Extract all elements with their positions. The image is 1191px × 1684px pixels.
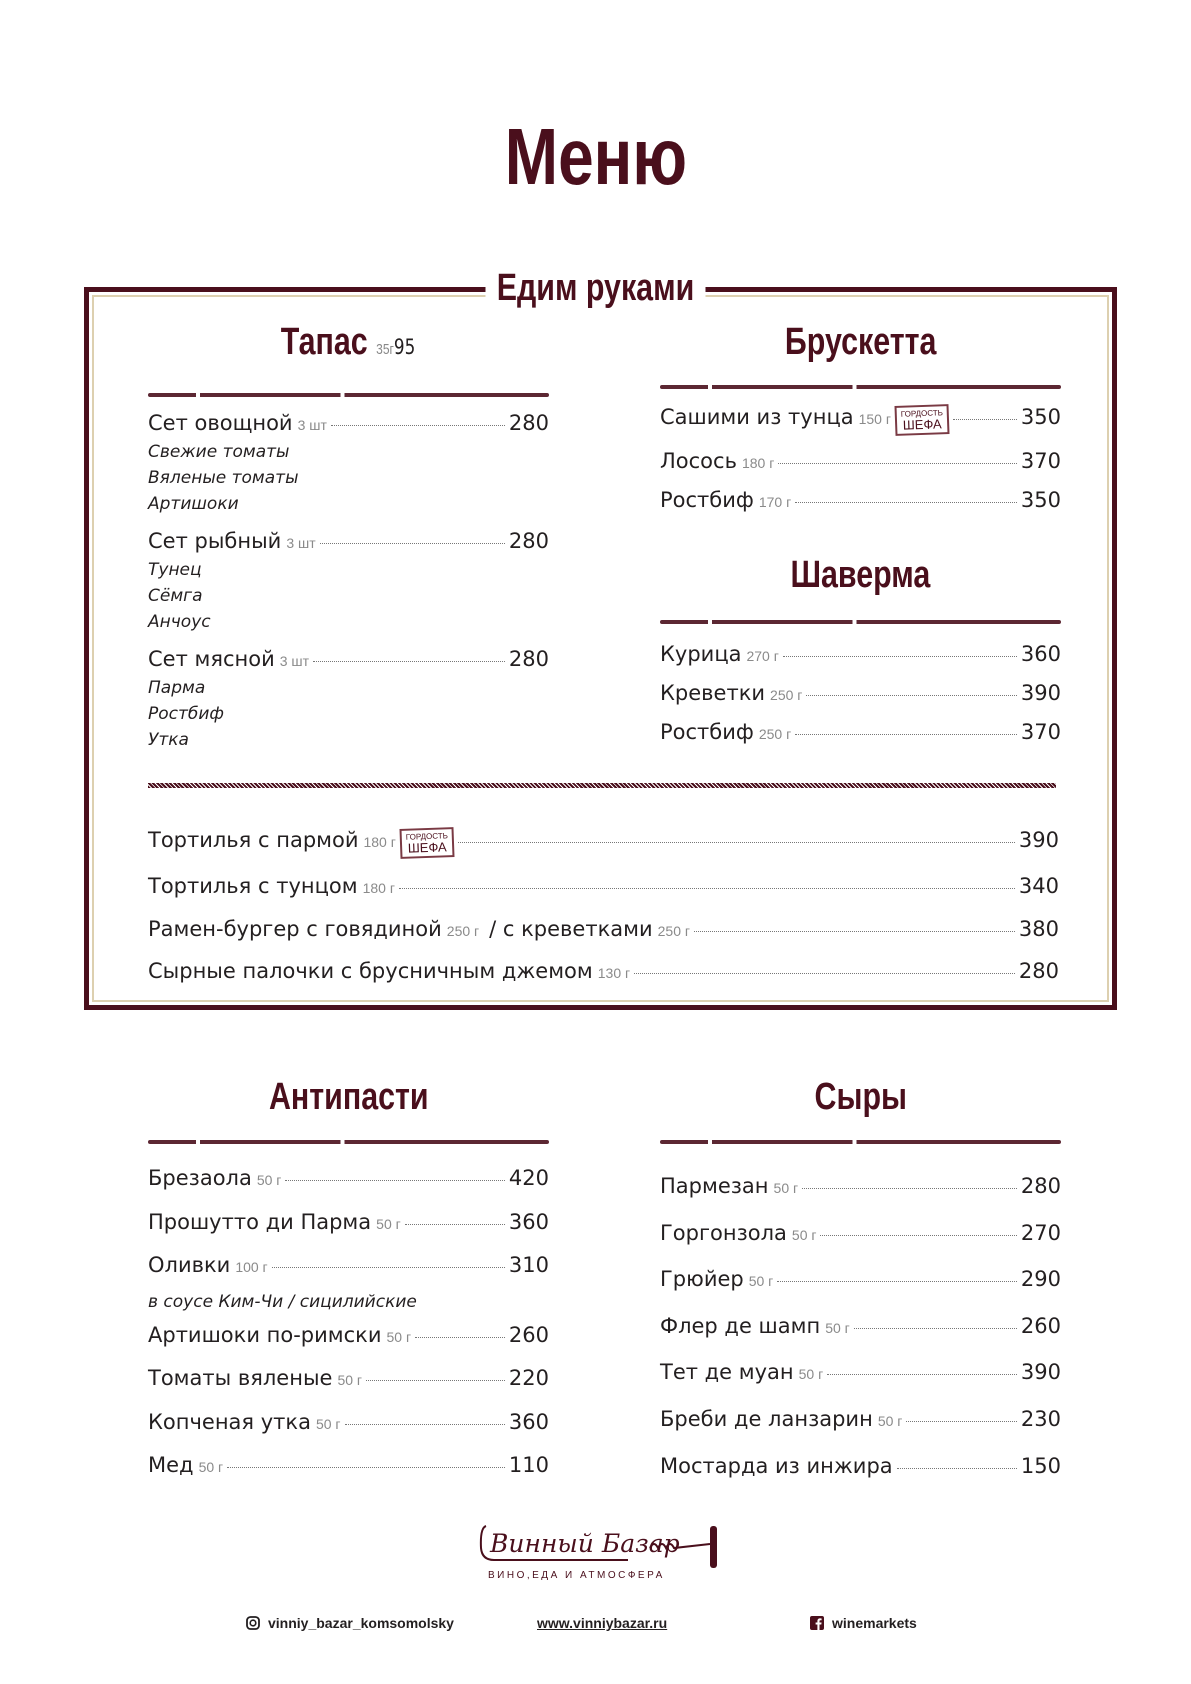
item-price: 230 (1020, 1406, 1061, 1431)
item-weight-alt: 250 г (657, 922, 690, 939)
item-price: 350 (1020, 405, 1061, 429)
menu-item (148, 1402, 549, 1446)
item-name: Ростбиф (660, 488, 754, 512)
item-price: 280 (508, 411, 549, 435)
badge-bottom: ШЕФА (902, 416, 942, 433)
item-name: Сет мясной (148, 647, 275, 671)
item-list (660, 1164, 1061, 1488)
dot-leader (458, 842, 1015, 843)
menu-item (660, 399, 1061, 443)
item-name: Креветки (660, 681, 766, 705)
item-description: Сёмга (148, 586, 203, 606)
shawarma-section (660, 551, 1061, 753)
item-weight: 150 г (858, 411, 891, 427)
dot-leader (399, 888, 1015, 889)
menu-item (660, 1397, 1061, 1444)
item-weight: 50 г (337, 1372, 363, 1388)
website-link[interactable]: www.vinniybazar.ru (537, 1615, 668, 1631)
menu-item (660, 1211, 1061, 1258)
item-weight: 250 г (758, 726, 792, 742)
menu-item (148, 1315, 549, 1359)
item-price: 360 (1020, 642, 1061, 666)
item-price: 390 (1020, 1360, 1061, 1385)
logo (478, 1518, 728, 1588)
item-name: Флер де шамп (660, 1313, 821, 1338)
item-name: Тортилья с пармой (148, 828, 359, 852)
chef-pride-badge (894, 404, 949, 436)
dot-leader (806, 695, 1017, 696)
item-name-alt: / с креветками (489, 916, 653, 941)
dot-leader (795, 734, 1017, 735)
item-list (660, 636, 1061, 753)
item-name: Брезаола (148, 1166, 252, 1190)
item-weight: 50 г (315, 1415, 341, 1432)
item-weight: 50 г (256, 1172, 282, 1188)
item-price: 280 (508, 647, 549, 671)
dot-leader (345, 1424, 505, 1425)
menu-item (148, 409, 549, 439)
menu-item (148, 909, 1059, 952)
cheeses-heading: Сыры (814, 1076, 907, 1118)
item-name: Мед (148, 1453, 194, 1477)
item-price: 370 (1020, 449, 1061, 473)
item-price: 310 (508, 1253, 549, 1277)
menu-item (660, 1350, 1061, 1397)
item-name: Горгонзола (660, 1220, 787, 1245)
item-description: Парма (148, 678, 206, 698)
dot-leader (854, 1328, 1017, 1329)
menu-item (660, 443, 1061, 482)
item-weight: 170 г (758, 494, 792, 510)
item-weight: 50 г (773, 1180, 799, 1196)
menu-item (660, 714, 1061, 753)
svg-text:Винный Базар: Винный Базар (490, 1529, 680, 1558)
item-name: Сырные палочки с брусничным джемом (148, 959, 593, 983)
instagram-link[interactable]: vinniy_bazar_komsomolsky (246, 1615, 454, 1631)
item-description: Утка (148, 730, 189, 750)
dot-leader (272, 1267, 505, 1268)
item-name: Сет рыбный (148, 529, 282, 553)
item-price: 280 (1018, 959, 1059, 983)
badge-top: ГОРДОСТЬ (900, 408, 944, 419)
dot-leader (820, 1235, 1016, 1236)
antipasti-section (148, 1073, 549, 1489)
item-weight: 250 г (446, 922, 480, 939)
menu-item (660, 1304, 1061, 1351)
item-price: 360 (508, 1409, 549, 1434)
menu-item (660, 636, 1061, 675)
item-name: Ростбиф (660, 720, 754, 744)
menu-item (148, 951, 1059, 994)
item-weight: 50 г (877, 1412, 903, 1429)
item-list (148, 1158, 549, 1489)
menu-item (148, 820, 1059, 866)
item-weight: 50 г (376, 1215, 401, 1232)
dot-leader (285, 1180, 504, 1181)
heading-rule (660, 1140, 1061, 1144)
item-name: Лосось (660, 449, 737, 473)
item-price: 370 (1020, 720, 1061, 744)
item-price: 220 (508, 1366, 549, 1390)
item-name: Пармезан (660, 1174, 769, 1198)
item-price: 280 (1020, 1174, 1061, 1198)
item-price: 360 (508, 1209, 549, 1234)
item-weight: 180 г (741, 455, 775, 471)
badge-bottom: ШЕФА (407, 839, 447, 856)
item-description: Анчоус (148, 612, 211, 632)
item-name: Рамен-бургер с говядиной (148, 916, 442, 941)
item-price: 290 (1020, 1267, 1061, 1292)
menu-item (660, 482, 1061, 521)
dot-leader (953, 419, 1017, 420)
menu-item (660, 1164, 1061, 1211)
page-title: Меню (504, 112, 687, 201)
item-list (660, 399, 1061, 521)
item-weight: 250 г (770, 687, 803, 703)
item-weight: 50 г (748, 1273, 774, 1290)
wide-section (148, 820, 1059, 994)
item-name: Томаты вяленые (148, 1366, 333, 1390)
item-weight: 3 шт (279, 653, 310, 669)
dot-leader (783, 656, 1017, 657)
item-description: Свежие томаты (148, 442, 290, 462)
item-description: в соусе Ким-Чи / сицилийские (148, 1291, 417, 1312)
item-name: Бреби де ланзарин (660, 1406, 873, 1431)
item-weight: 3 шт (286, 535, 316, 551)
dot-leader (331, 425, 505, 426)
tapas-section (148, 318, 549, 753)
menu-item (148, 866, 1059, 909)
item-weight: 50 г (798, 1366, 824, 1383)
dot-leader (906, 1421, 1017, 1422)
item-price: 260 (508, 1322, 549, 1347)
item-price: 340 (1018, 874, 1059, 898)
dot-leader (313, 661, 505, 662)
item-price: 270 (1020, 1220, 1061, 1245)
item-price: 280 (508, 529, 549, 553)
cheeses-section (660, 1073, 1061, 1488)
dot-leader (366, 1380, 505, 1381)
menu-item (148, 1245, 549, 1289)
item-price: 390 (1020, 681, 1061, 705)
item-name: Оливки (148, 1253, 231, 1277)
item-price: 420 (508, 1166, 549, 1190)
menu-item (148, 1445, 549, 1489)
item-weight: 50 г (198, 1459, 224, 1475)
dot-leader (227, 1467, 505, 1468)
bruschetta-heading: Брускетта (784, 321, 937, 363)
menu-item (148, 645, 549, 675)
dot-leader (405, 1224, 505, 1225)
item-price: 110 (508, 1453, 549, 1477)
item-description: Артишоки (148, 494, 239, 514)
badge-top: ГОРДОСТЬ (405, 831, 448, 842)
item-name: Копченая утка (148, 1409, 311, 1434)
bruschetta-section (660, 318, 1061, 521)
item-name: Сашими из тунца (660, 405, 854, 429)
item-name: Прошутто ди Парма (148, 1209, 372, 1234)
item-name: Артишоки по-римски (148, 1322, 382, 1347)
menu-item (660, 1444, 1061, 1489)
divider (148, 783, 1056, 788)
dot-leader (827, 1374, 1017, 1375)
item-weight: 180 г (363, 834, 396, 850)
item-price: 380 (1018, 916, 1059, 941)
heading-rule (148, 393, 549, 397)
item-weight: 3 шт (297, 417, 327, 433)
dot-leader (320, 543, 505, 544)
heading-rule (660, 620, 1061, 624)
item-price: 390 (1018, 828, 1059, 852)
item-weight: 130 г (597, 965, 631, 981)
antipasti-heading: Антипасти (268, 1076, 429, 1118)
item-weight: 50 г (791, 1226, 817, 1243)
dot-leader (777, 1281, 1017, 1282)
item-name: Тет де муан (660, 1360, 794, 1385)
menu-item (148, 527, 549, 557)
item-name: Тортилья с тунцом (148, 874, 358, 898)
facebook-icon (810, 1616, 824, 1630)
item-price: 350 (1020, 488, 1061, 512)
dot-leader (415, 1337, 505, 1338)
heading-rule (660, 385, 1061, 389)
dot-leader (634, 973, 1015, 974)
item-description: Ростбиф (148, 704, 224, 724)
logo-graphic (478, 1518, 728, 1588)
item-weight: 270 г (746, 648, 779, 664)
item-name: Курица (660, 642, 742, 666)
item-weight: 180 г (362, 880, 395, 896)
dot-leader (897, 1468, 1017, 1469)
menu-item (660, 675, 1061, 714)
dot-leader (795, 502, 1017, 503)
item-weight: 50 г (825, 1319, 850, 1336)
menu-item (148, 1158, 549, 1202)
chef-pride-badge (399, 827, 454, 859)
item-name: Сет овощной (148, 411, 293, 435)
menu-item (148, 1202, 549, 1246)
dot-leader (802, 1188, 1017, 1189)
section-title: Едим руками (0, 265, 1191, 311)
svg-text:ВИНО,ЕДА И АТМОСФЕРА: ВИНО,ЕДА И АТМОСФЕРА (488, 1570, 665, 1581)
item-name: Мостарда из инжира (660, 1453, 893, 1478)
item-name: Грюйер (660, 1267, 744, 1292)
item-price: 260 (1020, 1313, 1061, 1338)
tapas-heading: Тапас 35г95 (281, 321, 416, 363)
dot-leader (694, 931, 1015, 932)
item-list (148, 409, 549, 753)
item-weight: 50 г (386, 1328, 412, 1345)
dot-leader (778, 463, 1017, 464)
menu-item (660, 1257, 1061, 1304)
menu-item (148, 1358, 549, 1402)
item-description: Тунец (148, 560, 202, 580)
item-description: Вяленые томаты (148, 468, 299, 488)
item-price: 150 (1020, 1453, 1061, 1478)
item-weight: 100 г (235, 1259, 268, 1275)
item-list (148, 820, 1059, 994)
instagram-icon (246, 1616, 260, 1630)
shawarma-heading: Шаверма (790, 554, 931, 596)
facebook-link[interactable]: winemarkets (810, 1615, 917, 1631)
heading-rule (148, 1140, 549, 1144)
